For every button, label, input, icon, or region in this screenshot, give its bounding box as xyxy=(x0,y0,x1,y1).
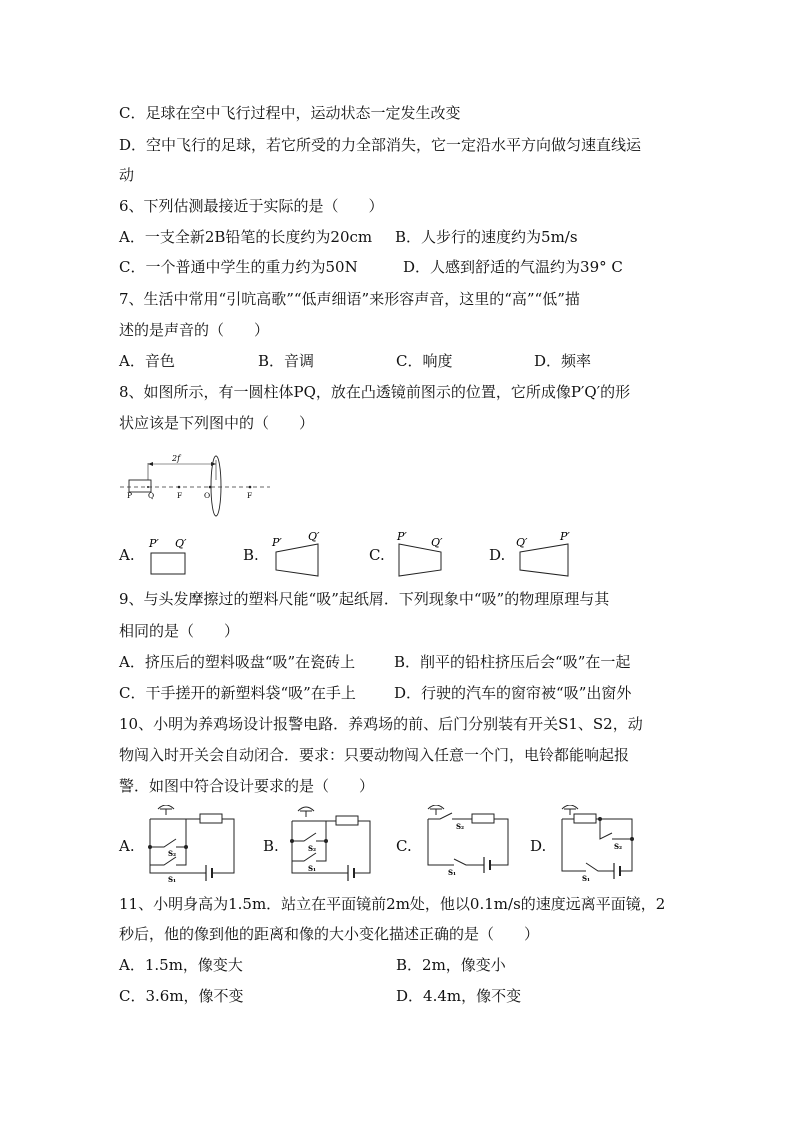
q7-option-b: B．音调 xyxy=(258,352,315,370)
q6-stem: 6、下列估测最接近于实际的是（ ） xyxy=(119,197,384,215)
q10-a-switch-s2 xyxy=(150,819,186,847)
q10-stem-line1: 10、小明为养鸡场设计报警电路．养鸡场的前、后门分别装有开关S1、S2，动 xyxy=(119,715,643,733)
q8-a-label-q: Q′ xyxy=(175,537,187,550)
q10-stem-line2: 物闯入时开关会自动闭合．要求：只要动物闯入任意一个门，电铃都能响起报 xyxy=(119,746,630,764)
q10-b-label-s1: S₁ xyxy=(308,864,317,873)
q6-option-a: A．一支全新2B铅笔的长度约为20cm xyxy=(119,228,373,246)
q9-option-a: A．挤压后的塑料吸盘“吸”在瓷砖上 xyxy=(119,653,356,671)
q11-option-c: C．3.6m，像不变 xyxy=(119,987,244,1005)
q8-c-label-q: Q′ xyxy=(431,536,443,549)
q6-option-b: B．人步行的速度约为5m/s xyxy=(395,228,578,246)
q11-stem-line2: 秒后，他的像到他的距离和像的大小变化描述正确的是（ ） xyxy=(119,925,540,943)
q11-stem-line1: 11、小明身高为1.5m．站立在平面镜前2m处，他以0.1m/s的速度远离平面镜，2 xyxy=(119,895,666,913)
label-f-right: F xyxy=(247,491,253,500)
q10-b-switch-s2 xyxy=(292,821,326,841)
q8-stem-line1: 8、如图所示，有一圆柱体PQ，放在凸透镜前图示的位置，它所成像P′Q′的形 xyxy=(119,383,631,401)
q6-option-d: D．人感到舒适的气温约为39° C xyxy=(403,258,623,276)
q10-option-d-letter: D. xyxy=(530,837,547,855)
q9-option-c: C．干手搓开的新塑料袋“吸”在手上 xyxy=(119,684,356,702)
focal-point-right xyxy=(249,486,252,489)
q10-option-b-letter: B. xyxy=(263,837,279,855)
q8-option-a-figure xyxy=(145,535,195,580)
q10-b-resistor xyxy=(336,816,358,825)
q11-option-a: A．1.5m，像变大 xyxy=(119,956,243,974)
q8-b-label-p: P′ xyxy=(272,536,282,549)
q8-c-label-p: P′ xyxy=(397,530,407,543)
convex-lens-figure xyxy=(120,450,270,520)
q8-stem-line2: 状应该是下列图中的（ ） xyxy=(119,414,315,432)
q10-c-label-s1: S₁ xyxy=(448,868,457,877)
q8-option-c-letter: C. xyxy=(369,546,385,564)
q10-option-a-letter: A. xyxy=(119,837,135,855)
q10-a-label-s2: S₂ xyxy=(168,849,177,858)
q10-c-bell xyxy=(428,805,444,815)
q10-b-bell xyxy=(298,807,314,817)
q5-option-d-line2: 动 xyxy=(119,166,135,184)
q5-option-d-line1: D．空中飞行的足球，若它所受的力全部消失，它一定沿水平方向做匀速直线运 xyxy=(119,136,642,154)
q7-stem-line1: 7、生活中常用“引吭高歌”“低声细语”来形容声音，这里的“高”“低”描 xyxy=(119,290,580,308)
q8-a-image-shape xyxy=(151,553,185,574)
q10-a-bell xyxy=(158,805,174,815)
q10-d-label-s1: S₁ xyxy=(582,874,591,883)
q7-stem-line2: 述的是声音的（ ） xyxy=(119,321,270,339)
q8-option-d-figure xyxy=(512,528,582,583)
q8-option-b-letter: B. xyxy=(243,546,259,564)
dimension-arrow-left xyxy=(148,462,153,466)
q10-d-label-s2: S₂ xyxy=(614,842,623,851)
label-o: O xyxy=(204,491,211,500)
q10-b-label-s2: S₂ xyxy=(308,844,317,853)
q10-option-a-circuit xyxy=(142,805,242,883)
q9-option-b: B．削平的铅柱挤压后会“吸”在一起 xyxy=(394,653,631,671)
q10-option-b-circuit xyxy=(284,805,384,883)
q10-option-d-circuit xyxy=(556,805,656,883)
q10-option-c-circuit xyxy=(420,805,520,883)
q9-stem-line2: 相同的是（ ） xyxy=(119,622,240,640)
q11-option-d: D．4.4m，像不变 xyxy=(396,987,522,1005)
q8-b-image-shape xyxy=(276,544,318,576)
q10-b-outer-wire xyxy=(292,821,370,873)
q8-option-b-figure xyxy=(268,528,333,583)
q8-d-label-q: Q′ xyxy=(516,536,528,549)
q8-option-d-letter: D. xyxy=(489,546,506,564)
q10-c-label-s2: S₂ xyxy=(456,822,465,831)
label-f-left: F xyxy=(177,491,183,500)
q11-option-b: B．2m，像变小 xyxy=(396,956,506,974)
label-2f: 2f xyxy=(172,454,181,463)
focal-point-left xyxy=(178,486,181,489)
q7-option-c: C．响度 xyxy=(396,352,453,370)
q10-d-resistor xyxy=(574,814,596,823)
q9-stem-line1: 9、与头发摩擦过的塑料尺能“吸”起纸屑．下列现象中“吸”的物理原理与其 xyxy=(119,590,610,608)
q8-d-label-p: P′ xyxy=(560,530,570,543)
q10-a-label-s1: S₁ xyxy=(168,875,177,883)
q6-option-c: C．一个普通中学生的重力约为50N xyxy=(119,258,358,276)
q8-a-label-p: P′ xyxy=(149,537,159,550)
q10-c-resistor xyxy=(472,814,494,823)
q9-option-d: D．行驶的汽车的窗帘被“吸”出窗外 xyxy=(394,684,632,702)
q5-option-c: C．足球在空中飞行过程中，运动状态一定发生改变 xyxy=(119,104,461,122)
q10-c-loop xyxy=(428,813,508,865)
q10-d-switch-s2-branch xyxy=(600,819,632,839)
label-p: P xyxy=(127,491,133,500)
q8-option-a-letter: A. xyxy=(119,546,135,564)
q7-option-d: D．频率 xyxy=(534,352,592,370)
label-q: Q xyxy=(148,491,155,500)
q8-b-label-q: Q′ xyxy=(308,530,320,543)
q7-option-a: A．音色 xyxy=(119,352,175,370)
point-q xyxy=(147,486,149,488)
q10-stem-line3: 警．如图中符合设计要求的是（ ） xyxy=(119,777,375,795)
q10-a-bell-resistor xyxy=(200,814,222,823)
optical-center xyxy=(209,486,212,489)
dimension-arrow-right xyxy=(211,462,216,466)
q8-option-c-figure xyxy=(393,528,458,583)
q10-option-c-letter: C. xyxy=(396,837,412,855)
